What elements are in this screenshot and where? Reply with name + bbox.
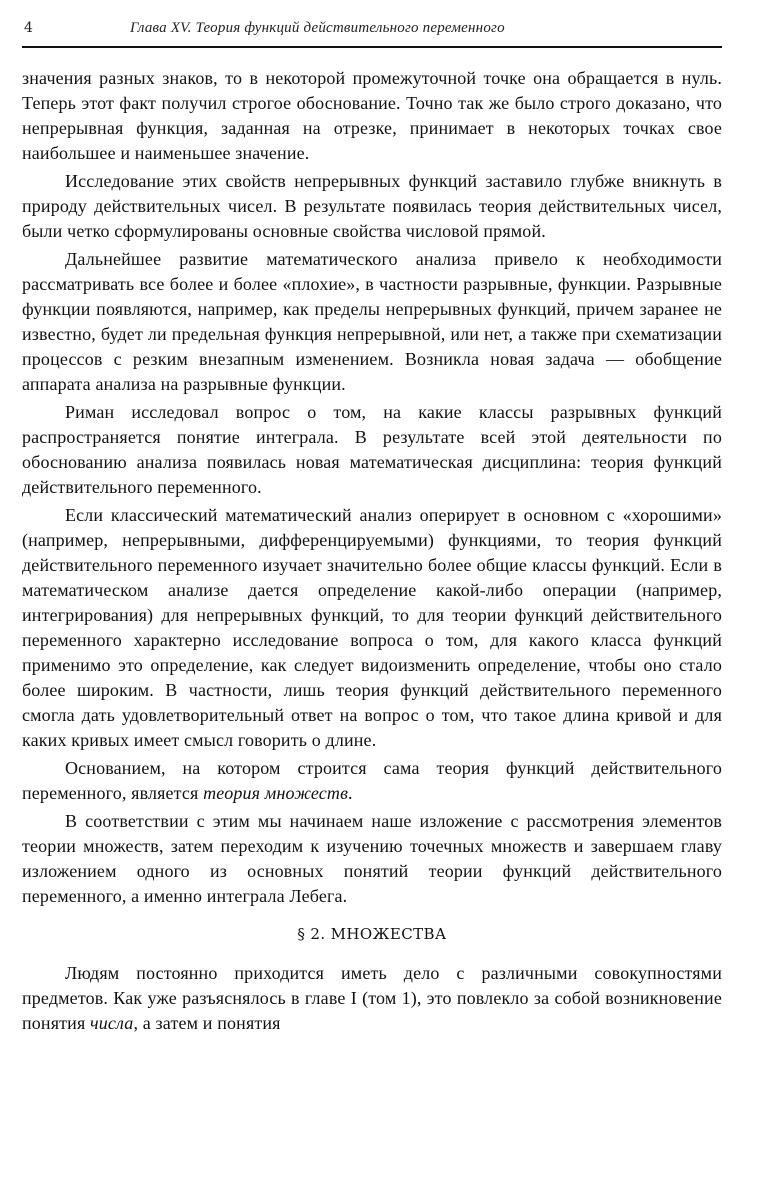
emphasis-set-theory: теория множеств <box>203 783 349 803</box>
paragraph-ending: , а затем и понятия <box>133 1013 281 1033</box>
paragraph-discontinuous-functions: Дальнейшее развитие математического анализа привело к необходимости рассматривать все более и более «плохие», в частности разрывные, функции. Разрывные функции появляются, например, как пределы непрерывных функций, причем заранее не известно, будет ли предельная функция непрерывной, или нет, а также при схематизации процессов с резким внезапным изменением. Возникла новая задача — обобщение аппарата анализа на разрывные функции. <box>22 249 722 394</box>
running-header <box>22 16 722 48</box>
paragraph-text: Людям постоянно приходится иметь дело с различными совокупностями предметов. Как уже разъяснялось в главе I (том 1), это повлекло за собой возникновение понятия <box>22 963 722 1033</box>
chapter-title: Глава XV. Теория функций действительного переменного <box>130 20 505 36</box>
paragraph-ending: . <box>348 783 353 803</box>
paragraph-real-numbers: Исследование этих свойств непрерывных функций заставило глубже вникнуть в природу действительных чисел. В результате появилась теория действительных чисел, были четко сформулированы основные свойства числовой прямой. <box>22 171 722 241</box>
paragraph-real-variable-theory: Если классический математический анализ оперирует в основном с «хорошими» (например, непрерывными, дифференцируемыми) функциями, то теория функций действительного переменного изучает значительно более общие классы функций. Если в математическом анализе дается определение какой-либо операции (например, интегрирования) для непрерывных функций, то для теории функций действительного переменного характерно исследование вопроса о том, для какого класса функций применимо это определение, как следует видоизменить определение, чтобы оно стало более широким. В частности, лишь теория функций действительного переменного смогла дать удовлетворительный ответ на вопрос о том, что такое длина кривой и для каких кривых имеет смысл говорить о длине. <box>22 505 722 750</box>
paragraph-set-theory-basis <box>22 756 722 806</box>
emphasis-number: числа <box>90 1013 134 1033</box>
section-heading: § 2. МНОЖЕСТВА <box>297 925 447 943</box>
main-text <box>22 66 722 1039</box>
paragraph-continuation: значения разных знаков, то в некоторой промежуточной точке она обращается в нуль. Теперь этот факт получил строгое обоснование. Точно так же было строго доказано, что непрерывная функция, заданная на отрезке, принимает в некоторых точках свое наибольшее и наименьшее значение. <box>22 68 722 163</box>
page-number: 4 <box>24 20 33 36</box>
paragraph-riemann: Риман исследовал вопрос о том, на какие классы разрывных функций распространяется понятие интеграла. В результате всей этой деятельности по обоснованию анализа появилась новая математическая дисциплина: теория функций действительного переменного. <box>22 402 722 497</box>
paragraph-sets-intro <box>22 961 722 1036</box>
paragraph-text: Основанием, на котором строится сама теория функций действительного переменного, является <box>22 758 722 803</box>
paragraph-chapter-plan: В соответствии с этим мы начинаем наше изложение с рассмотрения элементов теории множеств, затем переходим к изучению точечных множеств и завершаем главу изложением одного из основных понятий теории функций действительного переменного, а именно интеграла Лебега. <box>22 811 722 906</box>
